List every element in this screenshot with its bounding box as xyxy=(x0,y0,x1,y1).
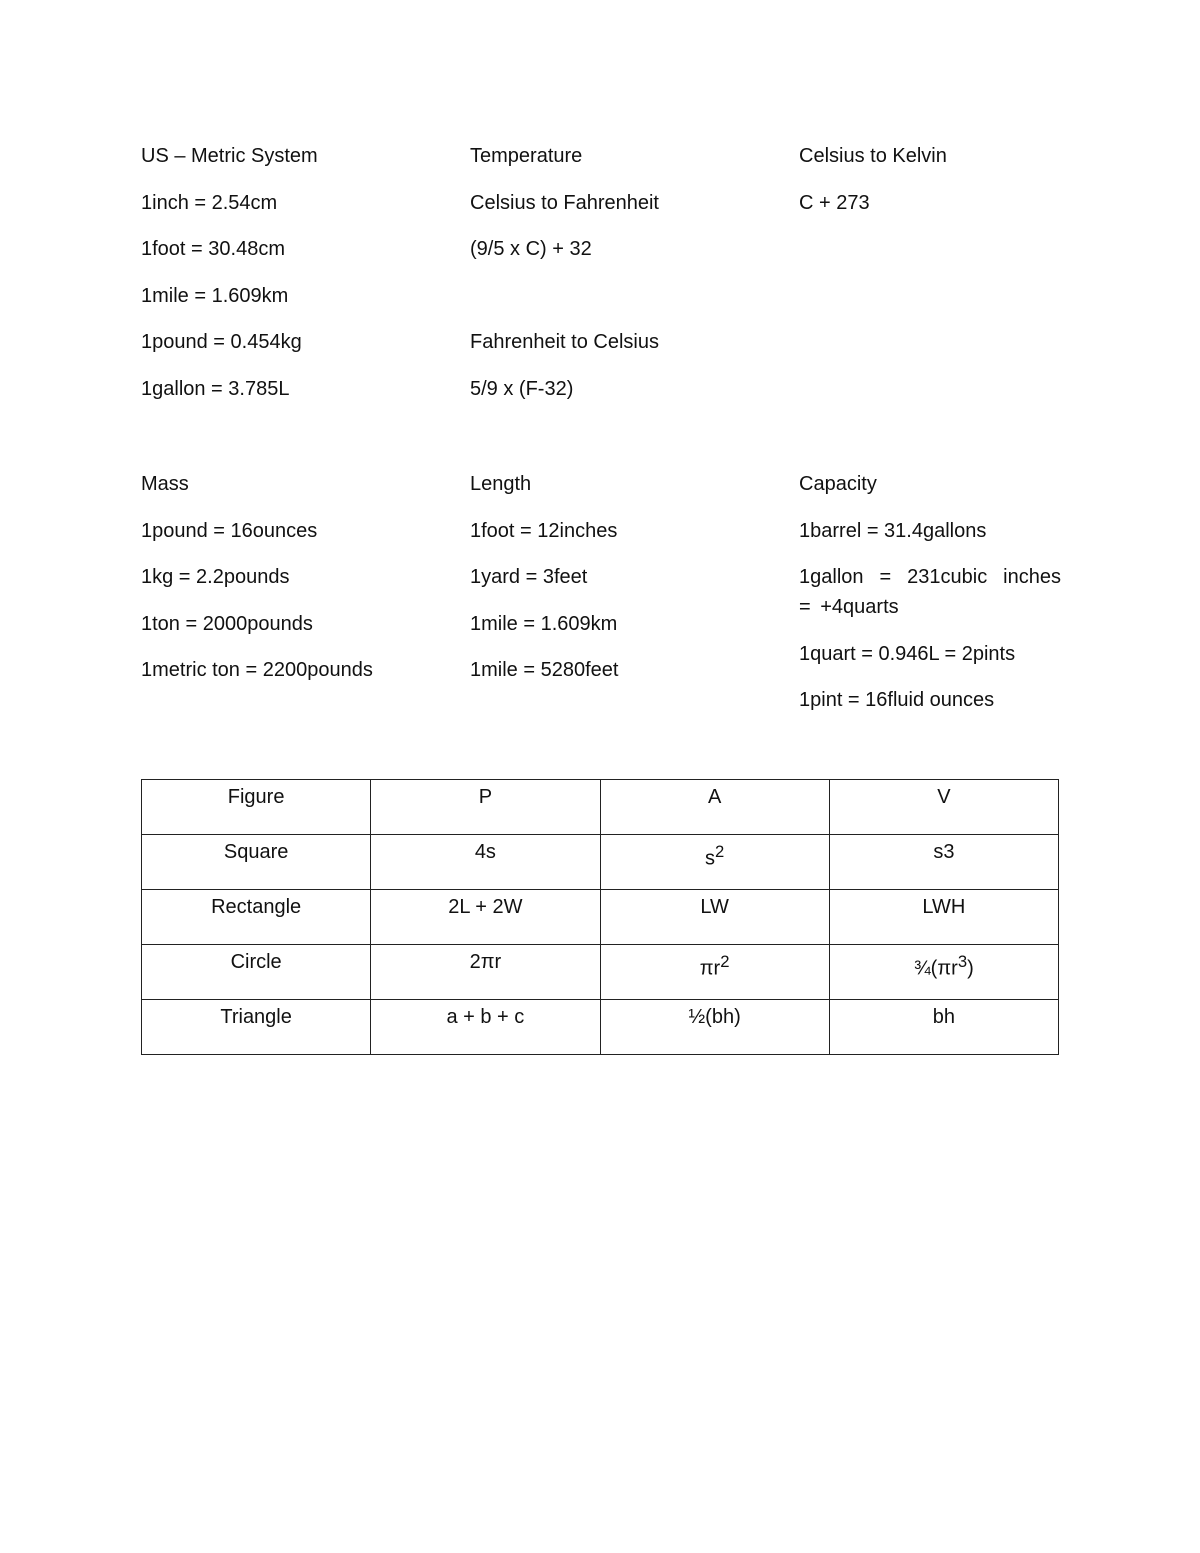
mass-line: 1ton = 2000pounds xyxy=(141,612,313,635)
perimeter-cell: a + b + c xyxy=(371,1000,600,1055)
length-heading: Length xyxy=(470,473,532,495)
volume-base: s3 xyxy=(933,841,955,863)
volume-cell xyxy=(829,1000,1058,1055)
blank-line xyxy=(470,281,740,311)
temperature-column xyxy=(470,141,740,420)
capacity-line: 1pint = 16fluid ounces xyxy=(799,689,995,711)
f-to-c-formula: 5/9 x (F-32) xyxy=(470,377,574,400)
mass-heading: Mass xyxy=(141,473,189,495)
c-to-f-formula: (9/5 x C) + 32 xyxy=(470,238,592,260)
perimeter-cell: 4s xyxy=(371,835,600,890)
capacity-column xyxy=(799,469,1061,732)
capacity-line: 1barrel = 31.4gallons xyxy=(799,519,987,542)
mass-column xyxy=(141,469,411,702)
area-cell xyxy=(600,890,829,945)
c-to-f-label: Celsius to Fahrenheit xyxy=(470,191,659,214)
perimeter-cell: 2L + 2W xyxy=(371,890,600,945)
area-base: πr xyxy=(699,957,721,980)
us-metric-line: 1mile = 1.609km xyxy=(141,284,289,307)
area-exponent: 2 xyxy=(714,842,725,861)
us-metric-line: 1foot = 30.48cm xyxy=(141,238,285,260)
area-exponent: 2 xyxy=(720,952,730,971)
table-header-cell: V xyxy=(829,780,1058,835)
us-metric-line: 1inch = 2.54cm xyxy=(141,191,278,214)
f-to-c-label: Fahrenheit to Celsius xyxy=(470,331,659,353)
geometry-formula-table xyxy=(141,779,1059,1055)
area-base: ½(bh) xyxy=(688,1006,741,1028)
area-cell xyxy=(600,1000,829,1055)
table-header-cell: Figure xyxy=(142,780,371,835)
table-header-cell: P xyxy=(371,780,600,835)
volume-tail: ) xyxy=(967,957,974,980)
figure-cell: Rectangle xyxy=(142,890,371,945)
volume-exponent: 3 xyxy=(957,952,968,971)
figure-cell: Square xyxy=(142,835,371,890)
table-header-row xyxy=(142,780,1059,835)
figure-cell: Triangle xyxy=(142,1000,371,1055)
volume-cell xyxy=(829,945,1058,1000)
length-line: 1yard = 3feet xyxy=(470,566,588,588)
mass-line: 1kg = 2.2pounds xyxy=(141,566,290,588)
perimeter-cell: 2πr xyxy=(371,945,600,1000)
table-row xyxy=(142,890,1059,945)
length-column xyxy=(470,469,740,702)
table-row xyxy=(142,945,1059,1000)
formula-table xyxy=(141,779,1059,1055)
length-line: 1mile = 5280feet xyxy=(470,659,619,681)
capacity-heading: Capacity xyxy=(799,473,877,495)
capacity-line: 1gallon = 231cubic inches = +4quarts xyxy=(799,566,1061,618)
area-base: LW xyxy=(700,896,729,918)
length-line: 1foot = 12inches xyxy=(470,519,618,542)
volume-cell xyxy=(829,835,1058,890)
table-header-cell: A xyxy=(600,780,829,835)
us-metric-line: 1pound = 0.454kg xyxy=(141,331,302,353)
us-metric-column xyxy=(141,141,411,420)
table-row xyxy=(142,835,1059,890)
kelvin-column xyxy=(799,141,1061,234)
mass-line: 1metric ton = 2200pounds xyxy=(141,659,373,681)
volume-base: LWH xyxy=(922,896,966,918)
volume-base: bh xyxy=(932,1006,955,1028)
table-row xyxy=(142,1000,1059,1055)
capacity-line: 1quart = 0.946L = 2pints xyxy=(799,642,1016,665)
length-line: 1mile = 1.609km xyxy=(470,612,618,635)
area-cell xyxy=(600,945,829,1000)
temperature-heading: Temperature xyxy=(470,145,583,167)
volume-cell xyxy=(829,890,1058,945)
us-metric-line: 1gallon = 3.785L xyxy=(141,377,290,400)
area-base: s xyxy=(704,847,715,870)
mass-line: 1pound = 16ounces xyxy=(141,519,318,542)
kelvin-heading: Celsius to Kelvin xyxy=(799,145,947,167)
volume-base: ¾(πr xyxy=(914,957,958,980)
kelvin-formula: C + 273 xyxy=(799,191,870,214)
us-metric-heading: US – Metric System xyxy=(141,145,318,167)
figure-cell: Circle xyxy=(142,945,371,1000)
area-cell xyxy=(600,835,829,890)
